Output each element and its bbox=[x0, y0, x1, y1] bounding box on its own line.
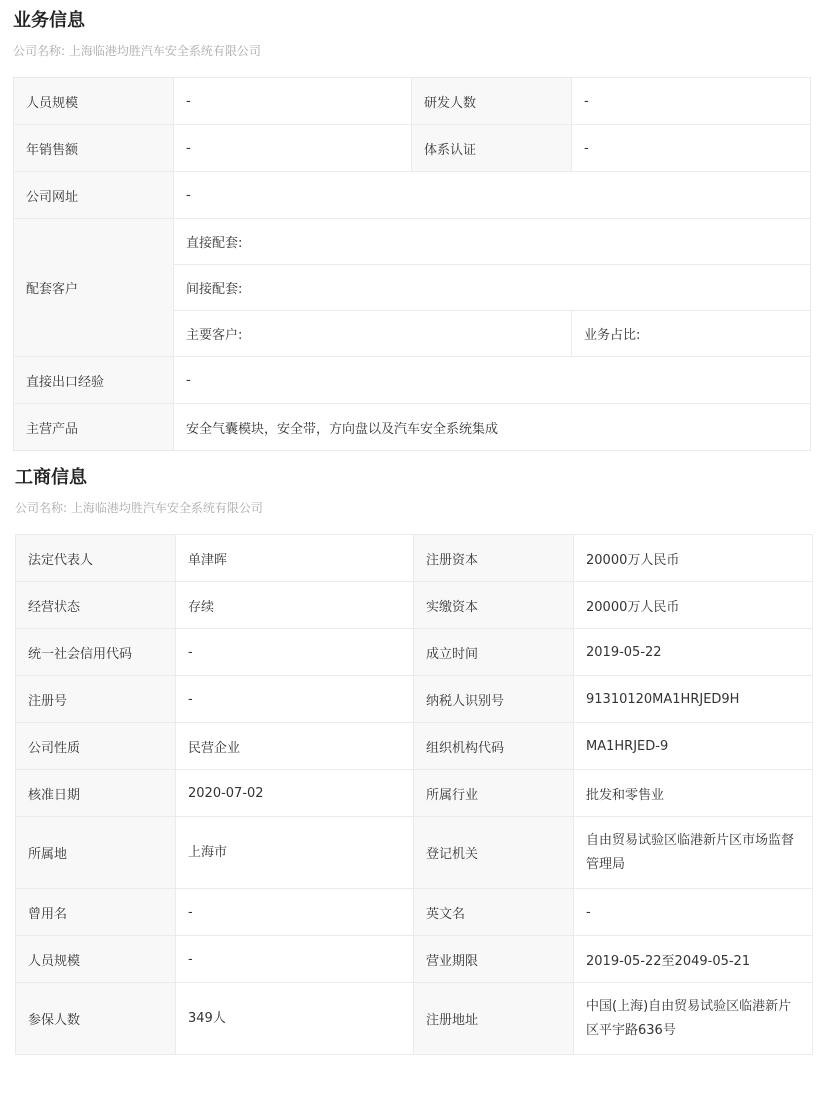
customers-label: 配套客户 bbox=[14, 219, 174, 357]
certification-label: 体系认证 bbox=[412, 125, 572, 172]
registry-cell-label: 经营状态 bbox=[16, 582, 176, 629]
rd-staff-label: 研发人数 bbox=[412, 78, 572, 125]
registry-info-table bbox=[15, 534, 813, 1055]
registry-cell-label: 组织机构代码 bbox=[414, 723, 574, 770]
main-products-label: 主营产品 bbox=[14, 404, 174, 451]
registry-cell-label: 纳税人识别号 bbox=[414, 676, 574, 723]
table-row bbox=[16, 983, 813, 1055]
registry-cell-label: 所属行业 bbox=[414, 770, 574, 817]
export-experience-label: 直接出口经验 bbox=[14, 357, 174, 404]
table-row bbox=[16, 723, 813, 770]
registry-section-header bbox=[15, 466, 263, 516]
staff-size-value: - bbox=[174, 78, 412, 125]
table-row bbox=[14, 78, 811, 125]
table-row bbox=[14, 357, 811, 404]
table-row bbox=[14, 219, 811, 265]
registry-cell-label: 实缴资本 bbox=[414, 582, 574, 629]
rd-staff-value: - bbox=[572, 78, 811, 125]
table-row bbox=[16, 676, 813, 723]
business-info-table bbox=[13, 77, 811, 451]
registry-cell-value: 2020-07-02 bbox=[176, 770, 414, 817]
table-row bbox=[16, 817, 813, 889]
registry-cell-label: 人员规模 bbox=[16, 936, 176, 983]
registry-cell-value: 存续 bbox=[176, 582, 414, 629]
registry-cell-label: 英文名 bbox=[414, 889, 574, 936]
table-row bbox=[14, 125, 811, 172]
registry-cell-label: 曾用名 bbox=[16, 889, 176, 936]
annual-sales-value: - bbox=[174, 125, 412, 172]
registry-company-name: 公司名称: 上海临港均胜汽车安全系统有限公司 bbox=[15, 501, 263, 515]
table-row bbox=[16, 936, 813, 983]
indirect-supply-label: 间接配套: bbox=[174, 265, 811, 311]
direct-supply-label: 直接配套: bbox=[174, 219, 811, 265]
registry-cell-value: 20000万人民币 bbox=[574, 582, 813, 629]
registry-cell-value: 单津晖 bbox=[176, 535, 414, 582]
registry-cell-label: 营业期限 bbox=[414, 936, 574, 983]
registry-cell-value: 20000万人民币 bbox=[574, 535, 813, 582]
registry-cell-label: 法定代表人 bbox=[16, 535, 176, 582]
registry-cell-label: 公司性质 bbox=[16, 723, 176, 770]
website-value: - bbox=[174, 172, 811, 219]
registry-cell-label: 所属地 bbox=[16, 817, 176, 889]
table-row bbox=[16, 770, 813, 817]
registry-cell-value: 2019-05-22至2049-05-21 bbox=[574, 936, 813, 983]
website-label: 公司网址 bbox=[14, 172, 174, 219]
registry-cell-value: 批发和零售业 bbox=[574, 770, 813, 817]
registry-cell-value: 91310120MA1HRJED9H bbox=[574, 676, 813, 723]
business-section-title: 业务信息 bbox=[13, 10, 85, 31]
staff-size-label: 人员规模 bbox=[14, 78, 174, 125]
annual-sales-label: 年销售额 bbox=[14, 125, 174, 172]
registry-cell-value: MA1HRJED-9 bbox=[574, 723, 813, 770]
registry-cell-value: 自由贸易试验区临港新片区市场监督管理局 bbox=[574, 817, 813, 889]
business-section-header bbox=[13, 9, 261, 59]
registry-cell-value: 中国(上海)自由贸易试验区临港新片区平宇路636号 bbox=[574, 983, 813, 1055]
registry-cell-value: 349人 bbox=[176, 983, 414, 1055]
registry-cell-label: 统一社会信用代码 bbox=[16, 629, 176, 676]
export-experience-value: - bbox=[174, 357, 811, 404]
registry-cell-label: 成立时间 bbox=[414, 629, 574, 676]
registry-cell-value: 上海市 bbox=[176, 817, 414, 889]
registry-cell-value: - bbox=[176, 676, 414, 723]
registry-cell-value: - bbox=[574, 889, 813, 936]
registry-cell-label: 注册地址 bbox=[414, 983, 574, 1055]
table-row bbox=[16, 629, 813, 676]
registry-cell-value: 民营企业 bbox=[176, 723, 414, 770]
registry-cell-label: 注册资本 bbox=[414, 535, 574, 582]
registry-cell-value: - bbox=[176, 629, 414, 676]
registry-section-title: 工商信息 bbox=[15, 467, 87, 488]
registry-cell-value: - bbox=[176, 889, 414, 936]
registry-cell-label: 参保人数 bbox=[16, 983, 176, 1055]
registry-cell-label: 核准日期 bbox=[16, 770, 176, 817]
table-row bbox=[16, 582, 813, 629]
table-row bbox=[14, 172, 811, 219]
registry-cell-value: 2019-05-22 bbox=[574, 629, 813, 676]
main-customers-label: 主要客户: bbox=[174, 311, 572, 357]
registry-cell-label: 注册号 bbox=[16, 676, 176, 723]
main-products-value: 安全气囊模块，安全带，方向盘以及汽车安全系统集成 bbox=[174, 404, 811, 451]
business-company-name: 公司名称: 上海临港均胜汽车安全系统有限公司 bbox=[13, 44, 261, 58]
table-row bbox=[16, 889, 813, 936]
table-row bbox=[16, 535, 813, 582]
registry-cell-value: - bbox=[176, 936, 414, 983]
table-row bbox=[14, 404, 811, 451]
registry-cell-label: 登记机关 bbox=[414, 817, 574, 889]
business-share-label: 业务占比: bbox=[572, 311, 811, 357]
certification-value: - bbox=[572, 125, 811, 172]
